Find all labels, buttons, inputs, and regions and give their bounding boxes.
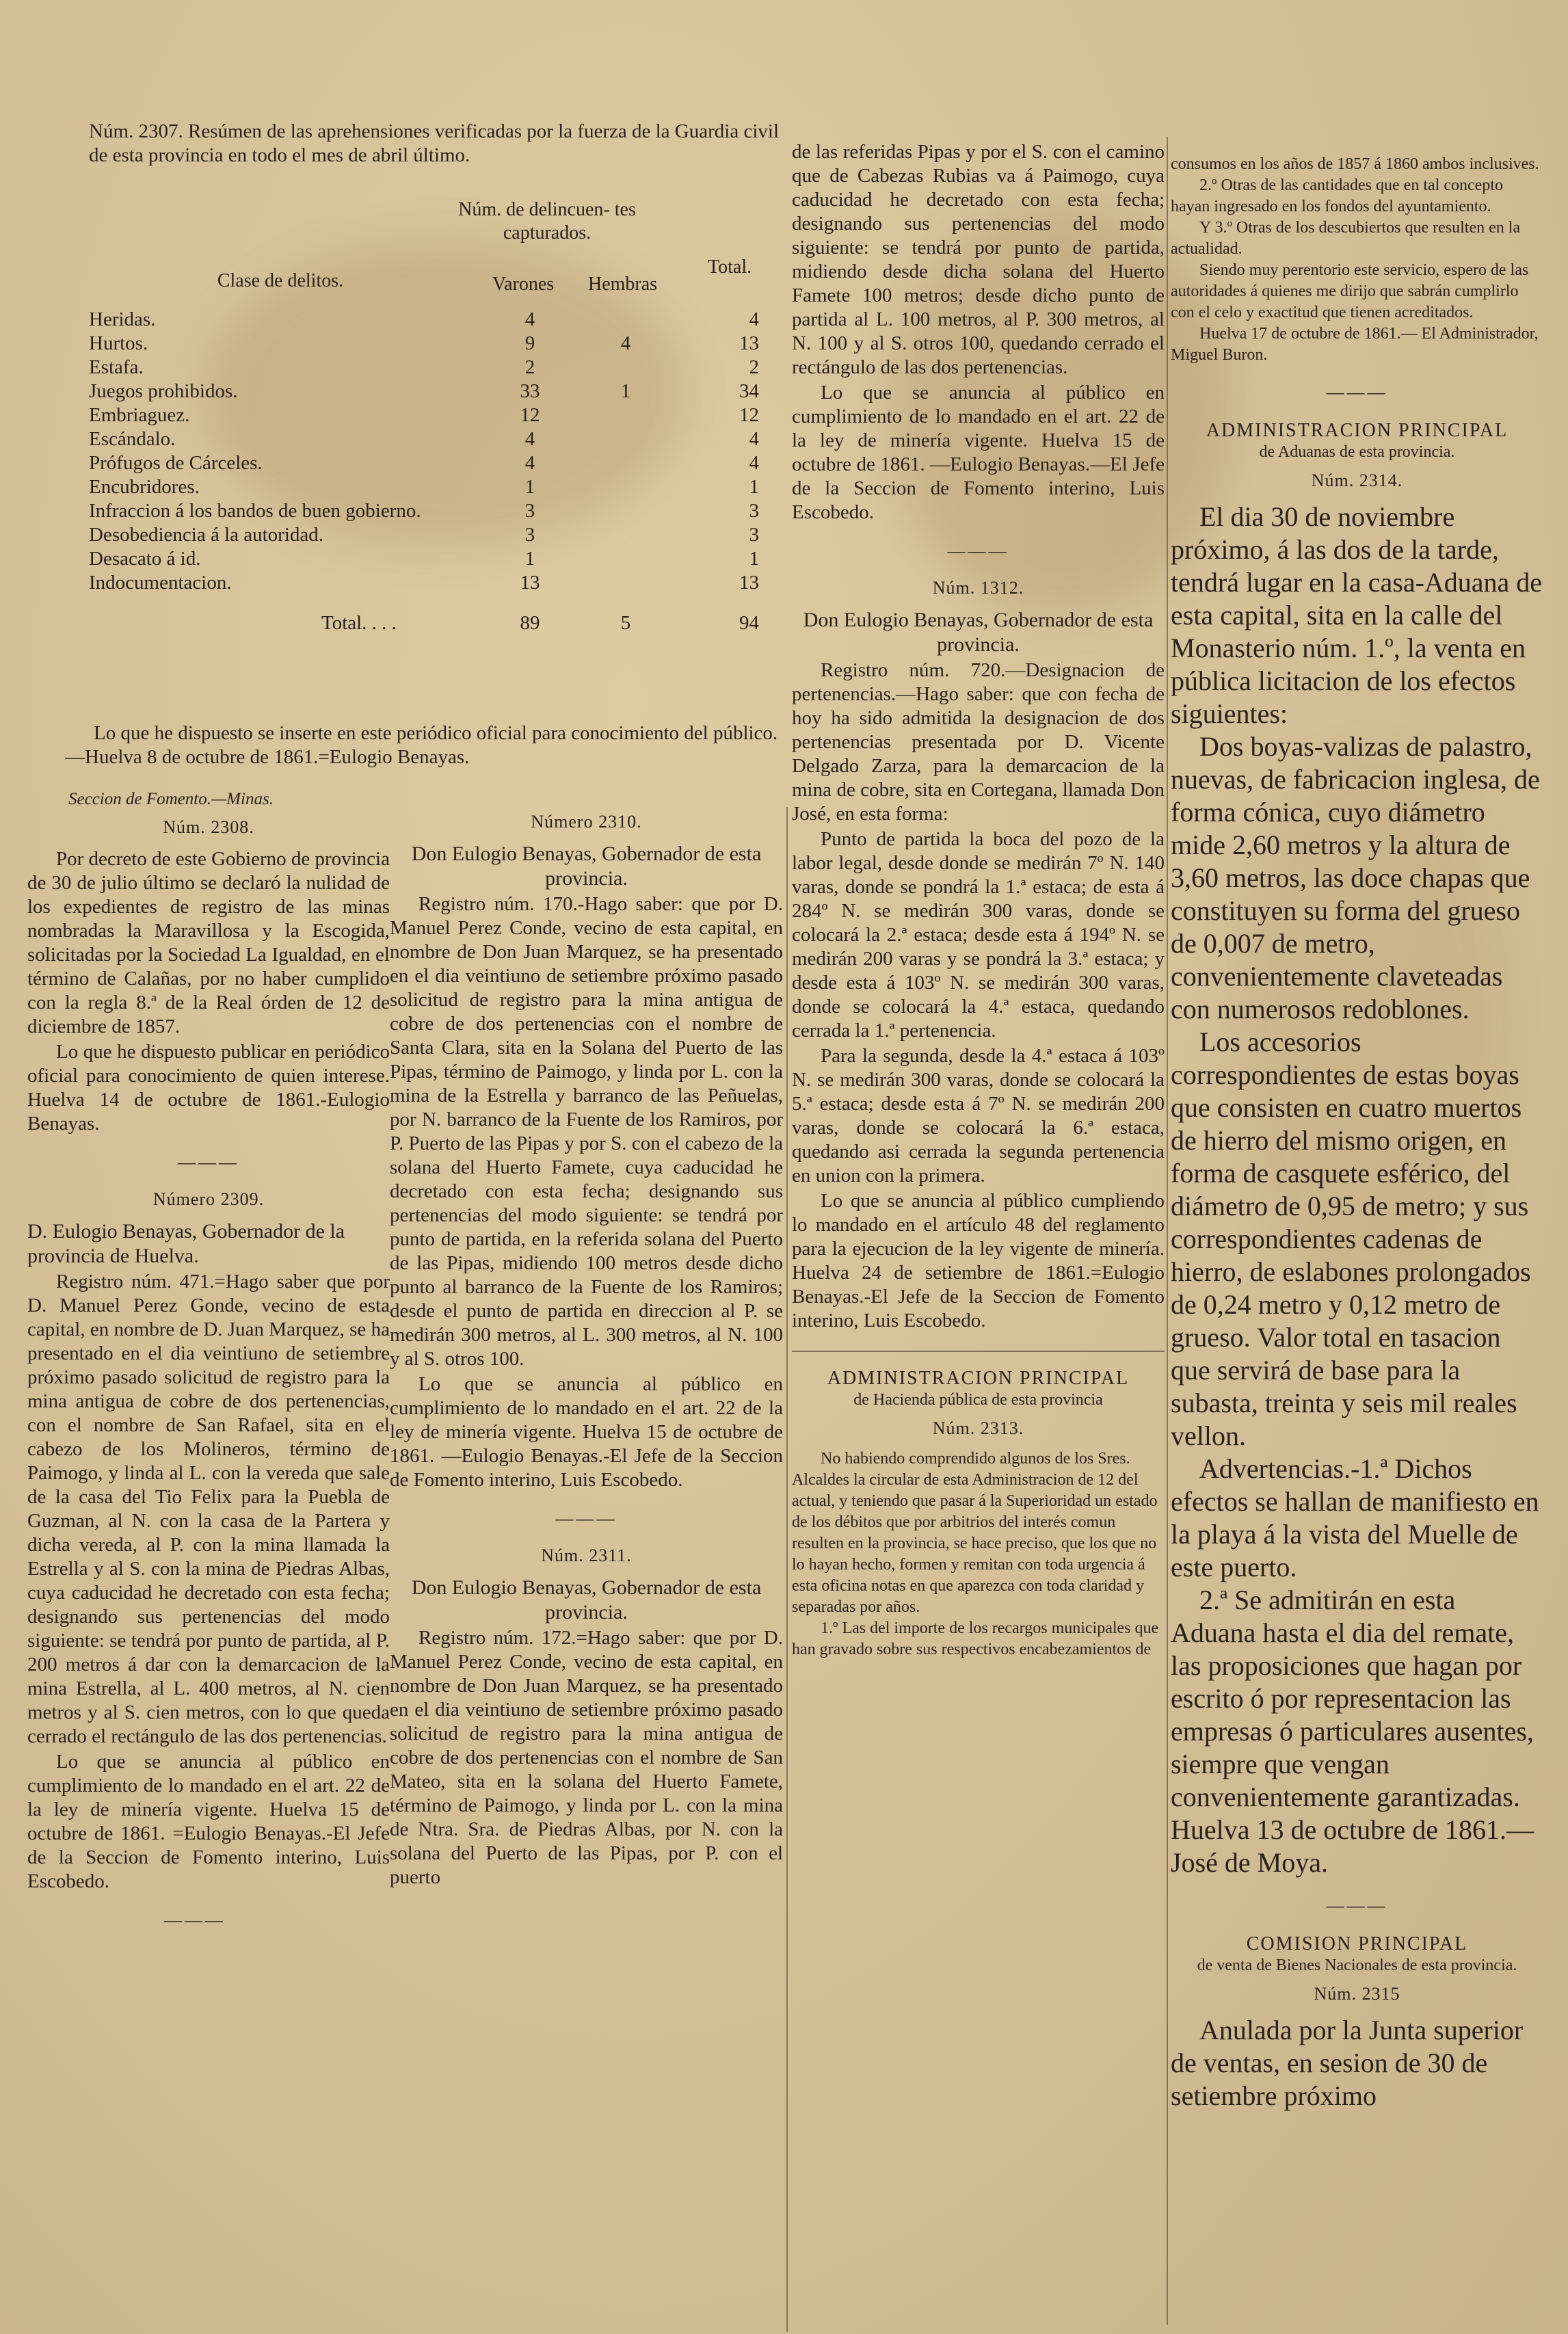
notice-2310: Don Eulogio Benayas, Gobernador de esta provincia. Registro núm. 170.-Hago saber: que por D. Manuel Perez Conde, vecino de esta capital, en nombre de Don Juan Marquez, se ha presentado en el dia veintiuno de setiembre próximo pasado solicitud de registro para la mina antigua de cobre de dos pertenencias con el nombre de Santa Clara, sita en la Solana del Puerto de las Pipas, término de Paimogo, y linda por L. con la mina de la Estrella y barranco de las Peñuelas, por N. barranco de la Fuente de los Ramiros, por P. Puerto de las Pipas y por S. con el cabezo de la solana del Huerto Famete, cuya caducidad he decretado con esta fecha; designando sus pertenencias del modo siguiente: se tendrá por punto de partida, en la referida solana del Puerto de las Pipas, midiendo 100 metros desde dicho punto al barranco de la Fuente de los Ramiros; desde el punto de partida en direccion al P. se medirán 300 metros, al L. 300 metros, al N. 100 y al S. otros 100. Lo que se anuncia al público en cumplimiento de lo mandado en el art. 22 de la ley de minería vigente. Huelva 15 de octubre de 1861. —Eulogio Benayas.-El Jefe de la Seccion de Fomento interino, Luis Escobedo. <box>390 843 783 1491</box>
crime-men: 12 <box>520 404 540 426</box>
crime-rows <box>89 308 773 595</box>
column-4 <box>1171 154 1543 2329</box>
crime-total: 4 <box>749 428 759 450</box>
table-row <box>89 451 773 475</box>
crime-table <box>89 198 773 635</box>
notice-number: Núm. 2308. <box>163 817 254 837</box>
section-label: Seccion de Fomento.—Minas. <box>68 790 274 808</box>
notice-1312: Don Eulogio Benayas, Gobernador de esta provincia. Registro núm. 720.—Designacion de pertenencias.—Hago saber: que con fecha de hoy ha sido admitida la designacion de dos pertenencias presentada por D. Vicente Delgado Zarza, para la demarcacion de la mina de cobre, sita en Cortegana, llamada Don José, en esta forma: Punto de partida la boca del pozo de la labor legal, desde donde se medirán 7º N. 140 varas, donde se pondrá la 1.ª estaca; de esta á 284º N. se medirán 300 varas, donde se colocará la 2.ª estaca; desde esta á 194º N. se medirán 200 varas y se pondrá la 3.ª estaca; y desde esta á 103º N. se medirán 300 varas, donde se colocará la 4.ª estaca, quedando cerrada la 1.ª pertenencia. Para la segunda, desde la 4.ª estaca á 103º N. se medirán 300 varas, donde se colocará la 5.ª estaca; desde esta á 7º N. se medirán 200 varas, donde se colocará la 6.ª estaca, quedando asi cerrada la segunda pertenencia en union con la primera. Lo que se anuncia al público cumpliendo lo mandado en el artículo 48 del reglamento para la ejecucion de la ley vigente de minería. Huelva 24 de setiembre de 1861.=Eulogio Benayas.-El Jefe de la Seccion de Fomento interino, Luis Escobedo. <box>792 609 1165 1331</box>
crime-men: 3 <box>524 524 535 546</box>
crime-total-row <box>89 611 773 635</box>
crime-name: Hurtos. <box>89 332 148 354</box>
summary-title <box>89 120 780 168</box>
table-row <box>89 380 773 403</box>
admin-aduanas-sub: de Aduanas de esta provincia. <box>1259 443 1455 461</box>
crime-total: 13 <box>739 332 759 354</box>
header-total: Total. <box>708 256 752 278</box>
crime-name: Infraccion á los bandos de buen gobierno. <box>89 500 421 522</box>
notice-2310-cont: de las referidas Pipas y por el S. con el camino que de Cabezas Rubias va á Paimogo, cuya caducidad he decretado con esta fecha; designando sus pertenencias del modo siguiente: se tendrá por punto de partida, midiendo desde dicha solana del Huerto Famete 100 metros; desde dicho punto de partida al L. 100 metros, al P. 300 metros, al N. 100 y al S. otros 100, quedando cerrado el rectángulo de las dos pertenencias. Lo que se anuncia al público en cumplimiento de lo mandado en el art. 22 de la ley de minería vigente. Huelva 15 de octubre de 1861. —Eulogio Benayas.—El Jefe de la Seccion de Fomento interino, Luis Escobedo. <box>792 141 1165 523</box>
table-row <box>89 427 773 451</box>
crime-total: 3 <box>749 500 759 522</box>
admin-aduanas-title: ADMINISTRACION PRINCIPAL <box>1206 420 1509 441</box>
crime-women <box>581 475 670 499</box>
table-row <box>89 332 773 356</box>
divider <box>792 1351 1165 1352</box>
summary-note: Lo que he dispuesto se inserte en este periódico oficial para conocimiento del público.—Huelva 8 de octubre de 1861.=Eulogio Benayas. <box>65 722 778 768</box>
crime-total: 1 <box>749 476 759 498</box>
total-all: 94 <box>739 612 759 634</box>
header-captured: Núm. de delincuen- tes capturados. <box>458 199 636 243</box>
crime-men: 4 <box>524 452 535 474</box>
crime-name: Heridas. <box>89 308 156 330</box>
crime-name: Embriaguez. <box>89 404 190 426</box>
crime-name: Prófugos de Cárceles. <box>89 452 263 474</box>
column-rule <box>1167 137 1168 2325</box>
crime-men: 13 <box>520 572 540 594</box>
crime-name: Juegos prohibidos. <box>89 380 238 402</box>
admin-hacienda-title: ADMINISTRACION PRINCIPAL <box>827 1368 1130 1389</box>
total-women: 5 <box>620 612 631 634</box>
separator: ——— <box>1326 382 1388 402</box>
crime-women <box>581 308 670 332</box>
crime-total: 2 <box>749 356 759 378</box>
separator: ——— <box>178 1152 239 1172</box>
notice-number: Número 2310. <box>531 812 642 832</box>
header-women: Hembras <box>588 274 658 295</box>
notice-number: Núm. 2314. <box>1311 470 1403 490</box>
table-row <box>89 475 773 499</box>
crime-total: 13 <box>739 572 759 594</box>
column-rule <box>786 807 788 2332</box>
notice-2311: Don Eulogio Benayas, Gobernador de esta provincia. Registro núm. 172.=Hago saber: que por D. Manuel Perez Conde, vecino de esta capital, en nombre de Don Juan Marquez, se ha presentado en el dia veintiuno de setiembre próximo pasado solicitud de registro para la mina antigua de cobre de dos pertenencias con el nombre de San Mateo, sita en la solana del Huerto Famete, término de Paimogo, y linda por L. con la mina de Ntra. Sra. de Piedras Albas, por N. con la solana del Puerto de las Pipas, por P. con el puerto <box>390 1576 783 1888</box>
crime-name: Indocumentacion. <box>89 572 232 594</box>
separator: ——— <box>555 1509 617 1528</box>
crime-total: 4 <box>749 452 759 474</box>
table-row <box>89 308 773 332</box>
crime-name: Desacato á id. <box>89 548 201 570</box>
crime-name: Desobediencia á la autoridad. <box>89 524 324 546</box>
crime-total: 3 <box>749 524 759 546</box>
separator: ——— <box>1326 1896 1388 1915</box>
separator: ——— <box>947 541 1009 561</box>
crime-women <box>581 427 670 451</box>
crime-men: 9 <box>524 332 535 354</box>
notice-number: Núm. 2313. <box>932 1418 1024 1438</box>
crime-women: 1 <box>620 380 631 402</box>
crime-name: Estafa. <box>89 356 144 378</box>
total-label: Total. . . . <box>321 612 397 634</box>
crime-women: 4 <box>620 332 631 354</box>
notice-number: Número 2309. <box>152 1189 265 1209</box>
header-men: Varones <box>492 274 555 295</box>
summary-title-text: Núm. 2307. Resúmen de las aprehensiones verificadas por la fuerza de la Guardia civil de esta provincia en todo el mes de abril último. <box>89 120 779 166</box>
column-1 <box>27 790 390 2329</box>
crime-men: 2 <box>524 356 535 378</box>
separator: ——— <box>164 1910 226 1930</box>
crime-women <box>581 499 670 523</box>
notice-2313: No habiendo comprendido algunos de los Sres. Alcaldes la circular de esta Administracion de 12 del actual, y teniendo que pasar á la Superioridad un estado de los débitos que por arbitrios del interés comun resulten en la provincia, se hace preciso, que los que no lo hayan hecho, formen y remitan con toda urgencia á esta oficina notas en que aparezca con toda claridad y separadas por años. 1.º Las del importe de los recargos municipales que han gravado sobre sus respectivos encabezamientos de <box>792 1450 1159 1658</box>
notice-2313-cont: consumos en los años de 1857 á 1860 ambos inclusives. 2.º Otras de las cantidades que en tal concepto hayan ingresado en los fondos del ayuntamiento. Y 3.º Otras de los descubiertos que resulten en la actualidad. Siendo muy perentorio este servicio, espero de las autoridades á quienes me dirijo que sabrán cumplirlo con el celo y exactitud que tienen acreditados. Huelva 17 de octubre de 1861.— El Administrador, Miguel Buron. <box>1171 155 1539 364</box>
crime-men: 3 <box>524 500 535 522</box>
crime-men: 4 <box>524 308 535 330</box>
table-row <box>89 356 773 380</box>
notice-2315: Anulada por la Junta superior de ventas, en sesion de 30 de setiembre próximo <box>1171 2015 1524 2111</box>
crime-total: 12 <box>739 404 759 426</box>
table-header <box>89 198 773 308</box>
table-row <box>89 547 773 571</box>
column-3 <box>792 140 1165 2329</box>
crime-name: Encubridores. <box>89 476 200 498</box>
table-row <box>89 403 773 427</box>
crime-women <box>581 403 670 427</box>
crime-men: 1 <box>524 476 535 498</box>
crime-name: Escándalo. <box>89 428 176 450</box>
crime-men: 1 <box>524 548 535 570</box>
notice-number: Núm. 2311. <box>541 1546 632 1565</box>
crime-women <box>581 571 670 595</box>
admin-hacienda-sub: de Hacienda pública de esta provincia <box>853 1391 1103 1409</box>
notice-2308: Por decreto de este Gobierno de provincia de 30 de julio último se declaró la nulidad de los expedientes de registro de las minas nombradas la Maravillosa y la Escogida, solicitadas por la Sociedad La Igualdad, en el término de Calañas, por no haber cumplido con la regla 8.ª de la Real órden de 12 de diciembre de 1857. Lo que he dispuesto publicar en periódico oficial para conocimiento de quien interese. Huelva 14 de octubre de 1861.-Eulogio Benayas. <box>27 848 390 1135</box>
crime-total: 4 <box>749 308 759 330</box>
table-row <box>89 499 773 523</box>
crime-men: 4 <box>524 428 535 450</box>
header-crime-type: Clase de delitos. <box>217 270 344 291</box>
comision-sub: de venta de Bienes Nacionales de esta provincia. <box>1197 1957 1517 1974</box>
notice-number: Núm. 1312. <box>932 578 1024 598</box>
crime-total: 1 <box>749 548 759 570</box>
crime-men: 33 <box>520 380 540 402</box>
crime-women <box>581 356 670 380</box>
comision-title: COMISION PRINCIPAL <box>1246 1933 1468 1954</box>
table-row <box>89 523 773 547</box>
notice-number: Núm. 2315 <box>1314 1984 1400 2004</box>
crime-total: 34 <box>739 380 759 402</box>
table-row <box>89 571 773 595</box>
crime-women <box>581 451 670 475</box>
crime-women <box>581 547 670 571</box>
column-2 <box>390 804 783 2329</box>
notice-2309: D. Eulogio Benayas, Gobernador de la provincia de Huelva. Registro núm. 471.=Hago saber que por D. Manuel Perez Gonde, vecino de esta capital, en nombre de D. Juan Marquez, se ha presentado en el dia veintiuno de setiembre próximo pasado solicitud de registro para la mina antigua de cobre de dos pertenencias, con el nombre de San Rafael, sita en el cabezo de los Molineros, término de Paimogo, y linda al L. con la vereda que sale de la casa del Tio Felix para la Puebla de Guzman, al N. con la casa de la Partera y dicha vereda, al P. con la mina llamada la Estrella y al S. con la mina de Piedras Albas, cuya caducidad he decretado con esta fecha; designando sus pertenencias del modo siguiente: se tendrá por punto de partida, al P. 200 metros á dar con la demarcacion de la mina Estrella, al L. 400 metros, al N. cien metros y al S. cien metros, con lo que queda cerrado el rectángulo de las dos pertenencias. Lo que se anuncia al público en cumplimiento de lo mandado en el art. 22 de la ley de minería vigente. Huelva 15 de octubre de 1861. =Eulogio Benayas.-El Jefe de la Seccion de Fomento interino, Luis Escobedo. <box>27 1220 390 1892</box>
crime-women <box>581 523 670 547</box>
total-men: 89 <box>520 612 540 634</box>
notice-2314: El dia 30 de noviembre próximo, á las dos de la tarde, tendrá lugar en la casa-Aduana de esta capital, sita en la calle del Monasterio núm. 1.º, la venta en pública licitacion de los efectos siguientes: Dos boyas-valizas de palastro, nuevas, de fabricacion inglesa, de forma cónica, cuyo diámetro mide 2,60 metros y la altura de 3,60 metros, las doce chapas que constituyen su forma del grueso de 0,007 de metro, convenientemente claveteadas con numerosos redoblones. Los accesorios correspondientes de estas boyas que consisten en cuatro muertos de hierro del mismo origen, en forma de casquete esférico, del diámetro de 0,95 de metro; y sus correspondientes cadenas de hierro, de eslabones prolongados de 0,24 metro y 0,12 metro de grueso. Valor total en tasacion que servirá de base para la subasta, treinta y seis mil reales vellon. Advertencias.-1.ª Dichos efectos se hallan de manifiesto en la playa á la vista del Muelle de este puerto. 2.ª Se admitirán en esta Aduana hasta el dia del remate, las proposiciones que hagan por escrito ó por representacion las empresas ó particulares ausentes, siempre que vengan convenientemente garantizadas. Huelva 13 de octubre de 1861.— José de Moya. <box>1171 501 1543 1878</box>
